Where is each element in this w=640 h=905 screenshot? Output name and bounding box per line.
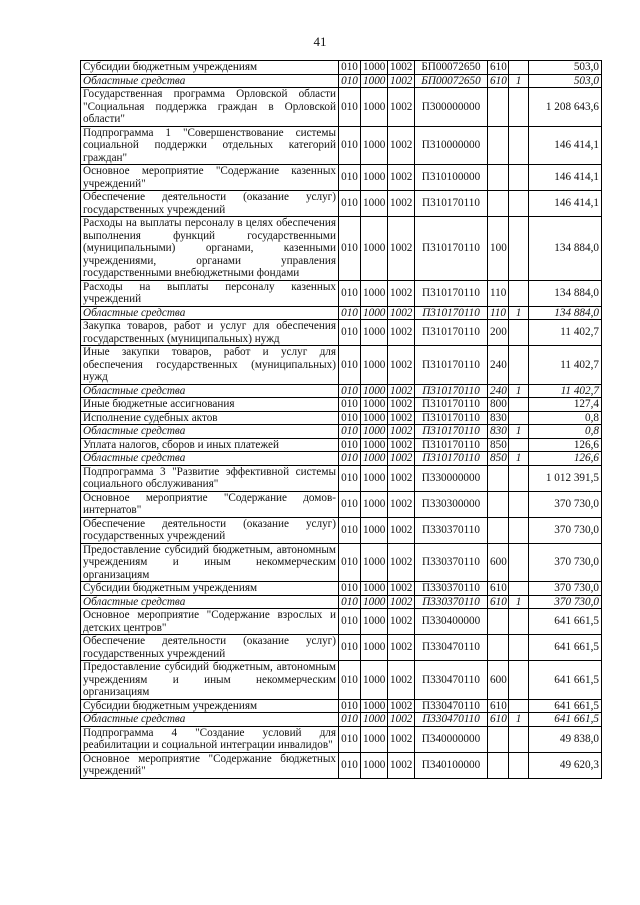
expense-type-cell: [488, 491, 509, 517]
code-cell: 010: [339, 88, 361, 127]
amount-cell: 126,6: [529, 438, 602, 452]
table-row: [81, 438, 602, 452]
table-row: [81, 543, 602, 582]
section-code-cell: 1000: [361, 191, 388, 217]
row-name-cell: Государственная программа Орловской области "Социальная поддержка граждан в Орловской области": [81, 88, 339, 127]
row-name-cell: Иные закупки товаров, работ и услуг для обеспечения государственных (муниципальных) нужд: [81, 346, 339, 385]
table-row: [81, 191, 602, 217]
row-name-cell: Областные средства: [81, 595, 339, 609]
source-code-cell: [509, 635, 529, 661]
code-cell: 010: [339, 726, 361, 752]
table-row: [81, 635, 602, 661]
section-code-cell: 1000: [361, 165, 388, 191]
amount-cell: 146 414,1: [529, 165, 602, 191]
section-code-cell: 1000: [361, 713, 388, 727]
target-article-cell: П310000000: [415, 126, 488, 165]
target-article-cell: П310170110: [415, 452, 488, 466]
section-code-cell: 1000: [361, 609, 388, 635]
expense-type-cell: 610: [488, 595, 509, 609]
amount-cell: 641 661,5: [529, 609, 602, 635]
code-cell: 010: [339, 191, 361, 217]
subsection-code-cell: 1002: [388, 543, 415, 582]
code-cell: 010: [339, 306, 361, 320]
section-code-cell: 1000: [361, 752, 388, 778]
section-code-cell: 1000: [361, 543, 388, 582]
code-cell: 010: [339, 217, 361, 281]
amount-cell: 641 661,5: [529, 713, 602, 727]
target-article-cell: П310170110: [415, 217, 488, 281]
subsection-code-cell: 1002: [388, 661, 415, 700]
code-cell: 010: [339, 713, 361, 727]
expense-type-cell: [488, 752, 509, 778]
table-row: [81, 491, 602, 517]
subsection-code-cell: 1002: [388, 88, 415, 127]
amount-cell: 134 884,0: [529, 217, 602, 281]
code-cell: 010: [339, 595, 361, 609]
section-code-cell: 1000: [361, 88, 388, 127]
section-code-cell: 1000: [361, 306, 388, 320]
code-cell: 010: [339, 280, 361, 306]
code-cell: 010: [339, 752, 361, 778]
expense-type-cell: 200: [488, 320, 509, 346]
code-cell: 010: [339, 661, 361, 700]
target-article-cell: П340000000: [415, 726, 488, 752]
amount-cell: 49 620,3: [529, 752, 602, 778]
amount-cell: 134 884,0: [529, 306, 602, 320]
target-article-cell: П340100000: [415, 752, 488, 778]
target-article-cell: П310170110: [415, 320, 488, 346]
code-cell: 010: [339, 61, 361, 75]
target-article-cell: П300000000: [415, 88, 488, 127]
target-article-cell: П330370110: [415, 595, 488, 609]
section-code-cell: 1000: [361, 74, 388, 88]
amount-cell: 503,0: [529, 74, 602, 88]
subsection-code-cell: 1002: [388, 491, 415, 517]
row-name-cell: Основное мероприятие "Содержание домов-интернатов": [81, 491, 339, 517]
section-code-cell: 1000: [361, 384, 388, 398]
row-name-cell: Областные средства: [81, 384, 339, 398]
source-code-cell: 1: [509, 74, 529, 88]
amount-cell: 1 208 643,6: [529, 88, 602, 127]
expense-type-cell: 240: [488, 346, 509, 385]
row-name-cell: Обеспечение деятельности (оказание услуг) государственных учреждений: [81, 191, 339, 217]
source-code-cell: [509, 320, 529, 346]
expense-type-cell: [488, 465, 509, 491]
row-name-cell: Предоставление субсидий бюджетным, автономным учреждениям и иным некоммерческим организациям: [81, 661, 339, 700]
table-row: [81, 699, 602, 713]
row-name-cell: Основное мероприятие "Содержание взрослых и детских центров": [81, 609, 339, 635]
subsection-code-cell: 1002: [388, 306, 415, 320]
expense-type-cell: [488, 635, 509, 661]
code-cell: 010: [339, 699, 361, 713]
subsection-code-cell: 1002: [388, 438, 415, 452]
subsection-code-cell: 1002: [388, 320, 415, 346]
expense-type-cell: [488, 165, 509, 191]
code-cell: 010: [339, 452, 361, 466]
source-code-cell: [509, 726, 529, 752]
subsection-code-cell: 1002: [388, 398, 415, 412]
code-cell: 010: [339, 74, 361, 88]
source-code-cell: 1: [509, 425, 529, 439]
section-code-cell: 1000: [361, 320, 388, 346]
table-row: [81, 661, 602, 700]
expense-type-cell: [488, 126, 509, 165]
row-name-cell: Обеспечение деятельности (оказание услуг) государственных учреждений: [81, 517, 339, 543]
row-name-cell: Субсидии бюджетным учреждениям: [81, 699, 339, 713]
section-code-cell: 1000: [361, 661, 388, 700]
amount-cell: 370 730,0: [529, 491, 602, 517]
source-code-cell: [509, 61, 529, 75]
target-article-cell: П310170110: [415, 191, 488, 217]
source-code-cell: [509, 661, 529, 700]
row-name-cell: Закупка товаров, работ и услуг для обеспечения государственных (муниципальных) нужд: [81, 320, 339, 346]
table-row: [81, 217, 602, 281]
row-name-cell: Уплата налогов, сборов и иных платежей: [81, 438, 339, 452]
expense-type-cell: [488, 191, 509, 217]
row-name-cell: Областные средства: [81, 425, 339, 439]
subsection-code-cell: 1002: [388, 699, 415, 713]
target-article-cell: П310170110: [415, 425, 488, 439]
code-cell: 010: [339, 398, 361, 412]
code-cell: 010: [339, 517, 361, 543]
expense-type-cell: [488, 726, 509, 752]
expense-type-cell: 850: [488, 438, 509, 452]
row-name-cell: Подпрограмма 1 "Совершенствование системы социальной поддержки отдельных категорий граждан": [81, 126, 339, 165]
code-cell: 010: [339, 543, 361, 582]
code-cell: 010: [339, 320, 361, 346]
source-code-cell: [509, 191, 529, 217]
subsection-code-cell: 1002: [388, 609, 415, 635]
code-cell: 010: [339, 165, 361, 191]
section-code-cell: 1000: [361, 595, 388, 609]
expense-type-cell: [488, 517, 509, 543]
subsection-code-cell: 1002: [388, 465, 415, 491]
page-number: 41: [313, 34, 327, 49]
subsection-code-cell: 1002: [388, 595, 415, 609]
row-name-cell: Основное мероприятие "Содержание бюджетных учреждений": [81, 752, 339, 778]
table-row: [81, 384, 602, 398]
target-article-cell: П330370110: [415, 517, 488, 543]
amount-cell: 641 661,5: [529, 635, 602, 661]
target-article-cell: П310170110: [415, 346, 488, 385]
expense-type-cell: 830: [488, 425, 509, 439]
code-cell: 010: [339, 411, 361, 425]
source-code-cell: [509, 126, 529, 165]
target-article-cell: П310170110: [415, 306, 488, 320]
target-article-cell: П330000000: [415, 465, 488, 491]
amount-cell: 503,0: [529, 61, 602, 75]
table-row: [81, 452, 602, 466]
section-code-cell: 1000: [361, 346, 388, 385]
subsection-code-cell: 1002: [388, 452, 415, 466]
subsection-code-cell: 1002: [388, 517, 415, 543]
expense-type-cell: 610: [488, 699, 509, 713]
expense-type-cell: 850: [488, 452, 509, 466]
section-code-cell: 1000: [361, 491, 388, 517]
table-row: [81, 398, 602, 412]
amount-cell: 146 414,1: [529, 191, 602, 217]
source-code-cell: [509, 582, 529, 596]
expense-type-cell: 830: [488, 411, 509, 425]
subsection-code-cell: 1002: [388, 752, 415, 778]
source-code-cell: [509, 88, 529, 127]
code-cell: 010: [339, 425, 361, 439]
source-code-cell: 1: [509, 306, 529, 320]
row-name-cell: Подпрограмма 4 "Создание условий для реабилитации и социальной интеграции инвалидов": [81, 726, 339, 752]
table-row: [81, 280, 602, 306]
expense-type-cell: 610: [488, 61, 509, 75]
source-code-cell: [509, 165, 529, 191]
target-article-cell: П330470110: [415, 635, 488, 661]
subsection-code-cell: 1002: [388, 425, 415, 439]
section-code-cell: 1000: [361, 398, 388, 412]
expense-type-cell: [488, 609, 509, 635]
section-code-cell: 1000: [361, 126, 388, 165]
amount-cell: 0,8: [529, 425, 602, 439]
target-article-cell: П330370110: [415, 543, 488, 582]
table-row: [81, 465, 602, 491]
expense-type-cell: 610: [488, 582, 509, 596]
expense-type-cell: 110: [488, 280, 509, 306]
section-code-cell: 1000: [361, 61, 388, 75]
table-row: [81, 88, 602, 127]
target-article-cell: П310170110: [415, 438, 488, 452]
row-name-cell: Расходы на выплаты персоналу в целях обеспечения выполнения функций государственными (муниципальными) органами, казенными учреждениями, органами управления государственными внебюджетными фондами: [81, 217, 339, 281]
table-row: [81, 425, 602, 439]
table-row: [81, 713, 602, 727]
subsection-code-cell: 1002: [388, 280, 415, 306]
amount-cell: 11 402,7: [529, 320, 602, 346]
source-code-cell: [509, 543, 529, 582]
table-row: [81, 126, 602, 165]
amount-cell: 11 402,7: [529, 346, 602, 385]
target-article-cell: П330300000: [415, 491, 488, 517]
row-name-cell: Предоставление субсидий бюджетным, автономным учреждениям и иным некоммерческим организациям: [81, 543, 339, 582]
row-name-cell: Основное мероприятие "Содержание казенных учреждений": [81, 165, 339, 191]
subsection-code-cell: 1002: [388, 191, 415, 217]
subsection-code-cell: 1002: [388, 217, 415, 281]
code-cell: 010: [339, 126, 361, 165]
amount-cell: 11 402,7: [529, 384, 602, 398]
source-code-cell: [509, 280, 529, 306]
source-code-cell: [509, 609, 529, 635]
subsection-code-cell: 1002: [388, 635, 415, 661]
table-row: [81, 726, 602, 752]
section-code-cell: 1000: [361, 425, 388, 439]
expense-type-cell: 600: [488, 661, 509, 700]
source-code-cell: [509, 699, 529, 713]
table-row: [81, 582, 602, 596]
subsection-code-cell: 1002: [388, 61, 415, 75]
amount-cell: 1 012 391,5: [529, 465, 602, 491]
source-code-cell: 1: [509, 452, 529, 466]
code-cell: 010: [339, 635, 361, 661]
code-cell: 010: [339, 465, 361, 491]
code-cell: 010: [339, 438, 361, 452]
table-row: [81, 61, 602, 75]
expense-type-cell: 100: [488, 217, 509, 281]
row-name-cell: Областные средства: [81, 306, 339, 320]
amount-cell: 126,6: [529, 452, 602, 466]
section-code-cell: 1000: [361, 411, 388, 425]
subsection-code-cell: 1002: [388, 713, 415, 727]
table-row: [81, 306, 602, 320]
section-code-cell: 1000: [361, 438, 388, 452]
subsection-code-cell: 1002: [388, 726, 415, 752]
row-name-cell: Подпрограмма 3 "Развитие эффективной системы социального обслуживания": [81, 465, 339, 491]
source-code-cell: 1: [509, 384, 529, 398]
section-code-cell: 1000: [361, 699, 388, 713]
expense-type-cell: 240: [488, 384, 509, 398]
row-name-cell: Областные средства: [81, 74, 339, 88]
code-cell: 010: [339, 491, 361, 517]
source-code-cell: [509, 217, 529, 281]
source-code-cell: 1: [509, 595, 529, 609]
row-name-cell: Субсидии бюджетным учреждениям: [81, 61, 339, 75]
subsection-code-cell: 1002: [388, 346, 415, 385]
row-name-cell: Областные средства: [81, 713, 339, 727]
amount-cell: 146 414,1: [529, 126, 602, 165]
table-row: [81, 752, 602, 778]
target-article-cell: БП00072650: [415, 74, 488, 88]
code-cell: 010: [339, 609, 361, 635]
row-name-cell: Обеспечение деятельности (оказание услуг) государственных учреждений: [81, 635, 339, 661]
section-code-cell: 1000: [361, 465, 388, 491]
budget-table: [80, 60, 602, 779]
amount-cell: 370 730,0: [529, 517, 602, 543]
section-code-cell: 1000: [361, 726, 388, 752]
source-code-cell: [509, 346, 529, 385]
source-code-cell: [509, 411, 529, 425]
source-code-cell: [509, 398, 529, 412]
code-cell: 010: [339, 384, 361, 398]
amount-cell: 127,4: [529, 398, 602, 412]
row-name-cell: Расходы на выплаты персоналу казенных учреждений: [81, 280, 339, 306]
table-row: [81, 74, 602, 88]
expense-type-cell: 110: [488, 306, 509, 320]
amount-cell: 370 730,0: [529, 595, 602, 609]
target-article-cell: П310170110: [415, 280, 488, 306]
amount-cell: 370 730,0: [529, 582, 602, 596]
amount-cell: 134 884,0: [529, 280, 602, 306]
expense-type-cell: 610: [488, 74, 509, 88]
code-cell: 010: [339, 582, 361, 596]
target-article-cell: П310170110: [415, 398, 488, 412]
target-article-cell: П330470110: [415, 699, 488, 713]
source-code-cell: [509, 438, 529, 452]
expense-type-cell: 610: [488, 713, 509, 727]
row-name-cell: Областные средства: [81, 452, 339, 466]
amount-cell: 0,8: [529, 411, 602, 425]
amount-cell: 49 838,0: [529, 726, 602, 752]
target-article-cell: П310170110: [415, 411, 488, 425]
section-code-cell: 1000: [361, 582, 388, 596]
target-article-cell: П330400000: [415, 609, 488, 635]
expense-type-cell: 600: [488, 543, 509, 582]
section-code-cell: 1000: [361, 452, 388, 466]
code-cell: 010: [339, 346, 361, 385]
row-name-cell: Субсидии бюджетным учреждениям: [81, 582, 339, 596]
table-row: [81, 411, 602, 425]
table-row: [81, 517, 602, 543]
source-code-cell: [509, 517, 529, 543]
target-article-cell: П330470110: [415, 661, 488, 700]
section-code-cell: 1000: [361, 517, 388, 543]
subsection-code-cell: 1002: [388, 126, 415, 165]
target-article-cell: БП00072650: [415, 61, 488, 75]
source-code-cell: [509, 491, 529, 517]
amount-cell: 641 661,5: [529, 699, 602, 713]
amount-cell: 641 661,5: [529, 661, 602, 700]
section-code-cell: 1000: [361, 635, 388, 661]
row-name-cell: Исполнение судебных актов: [81, 411, 339, 425]
source-code-cell: [509, 465, 529, 491]
subsection-code-cell: 1002: [388, 384, 415, 398]
section-code-cell: 1000: [361, 217, 388, 281]
table-row: [81, 320, 602, 346]
table-row: [81, 595, 602, 609]
table-row: [81, 609, 602, 635]
table-row: [81, 165, 602, 191]
source-code-cell: [509, 752, 529, 778]
target-article-cell: П330370110: [415, 582, 488, 596]
subsection-code-cell: 1002: [388, 582, 415, 596]
section-code-cell: 1000: [361, 280, 388, 306]
row-name-cell: Иные бюджетные ассигнования: [81, 398, 339, 412]
expense-type-cell: 800: [488, 398, 509, 412]
subsection-code-cell: 1002: [388, 74, 415, 88]
target-article-cell: П330470110: [415, 713, 488, 727]
table-row: [81, 346, 602, 385]
source-code-cell: 1: [509, 713, 529, 727]
target-article-cell: П310100000: [415, 165, 488, 191]
target-article-cell: П310170110: [415, 384, 488, 398]
subsection-code-cell: 1002: [388, 411, 415, 425]
subsection-code-cell: 1002: [388, 165, 415, 191]
amount-cell: 370 730,0: [529, 543, 602, 582]
expense-type-cell: [488, 88, 509, 127]
